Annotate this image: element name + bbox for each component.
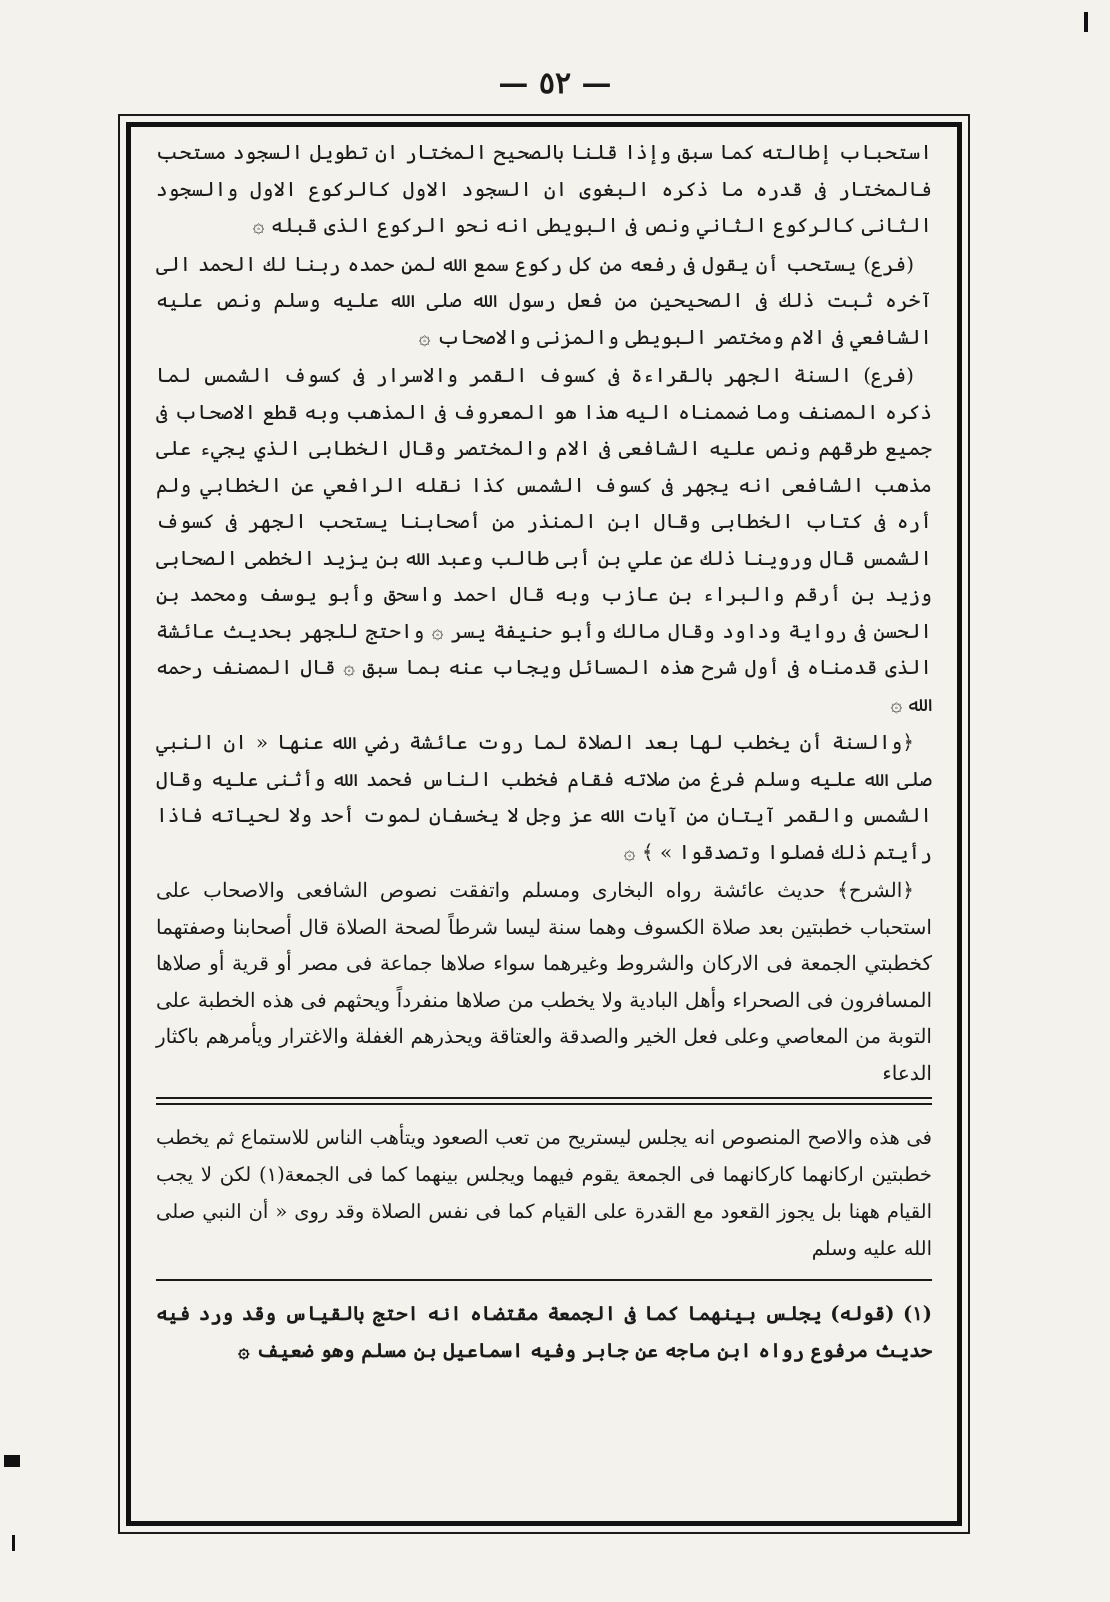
paragraph: (فرع) السنة الجهر بالقراءة فى كسوف القمر والاسرار فى كسوف الشمس لما ذكره المصنف وما ضممناه اليه هذا هو المعروف فى المذهب وبه قطع الاصحاب فى جميع طرقهم ونص عليه الشافعى فى الام والمختصر وقال الخطابى الذي يجيء على مذهب الشافعى انه يجهر فى كسوف الشمس كذا نقله الرافعي عن الخطابي ولم أره فى كتاب الخطابى وقال ابن المنذر من أصحابنا يستحب الجهر فى كسوف الشمس قال وروينا ذلك عن علي بن أبى طالب وعبد الله بن يزيد الخطمى الصحابى وزيد بن أرقم والبراء بن عازب وبه قال احمد واسحق وأبو يوسف ومحمد بن الحسن فى رواية وداود وقال مالك وأبو حنيفة يسر ۞ واحتج للجهر بحديث عائشة الذى قدمناه فى أول شرح هذه المسائل ويجاب عنه بما سبق ۞ قال المصنف رحمه الله ۞: [156, 363, 932, 716]
paragraph: استحباب إطالته كما سبق وإذا قلنا بالصحيح المختار ان تطويل السجود مستحب فالمختار فى قدره ما ذكره البغوى ان السجود الاول كالركوع الاول والسجود الثانى كالركوع الثاني ونص فى البويطى انه نحو الركوع الذى قبله ۞: [156, 140, 932, 237]
commentary-section: [156, 1119, 932, 1267]
paragraph: ﴿الشرح﴾ حديث عائشة رواه البخارى ومسلم واتفقت نصوص الشافعى والاصحاب على استحباب خطبتين بعد صلاة الكسوف وهما سنة ليسا شرطاً لصحة الصلاة قال أصحابنا وصفتهما كخطبتي الجمعة فى الاركان والشروط وغيرهما سواء صلاها جماعة فى مصر أو قرية أو صلاها المسافرون فى الصحراء وأهل البادية ولا يخطب من صلاها منفرداً ويحثهم فى هذه الخطبة على التوبة من المعاصي وعلى فعل الخير والصدقة والعتاقة ويحذرهم الغفلة والاغترار ويأمرهم باكثار الدعاء: [156, 878, 932, 1085]
scan-mark: [12, 1535, 15, 1551]
double-separator: [156, 1097, 932, 1105]
scan-mark: [4, 1455, 20, 1467]
main-text: [156, 134, 932, 1091]
page-content: [156, 134, 932, 1369]
scan-mark: [1084, 12, 1088, 32]
page-number: — ٥٢ —: [498, 66, 612, 101]
commentary-text: فى هذه والاصح المنصوص انه يجلس ليستريح من تعب الصعود ويتأهب الناس للاستماع ثم يخطب خطبتين اركانهما كاركانهما فى الجمعة يقوم فيهما ويجلس بينهما كما فى الجمعة(١) لكن لا يجب القيام ههنا بل يجوز القعود مع القدرة على القيام كما فى نفس الصلاة وقد روى « أن النبي صلى الله عليه وسلم: [156, 1126, 932, 1260]
paragraph: (فرع) يستحب أن يقول فى رفعه من كل ركوع سمع الله لمن حمده ربنا لك الحمد الى آخره ثبت ذلك فى الصحيحين من فعل رسول الله صلى الله عليه وسلم ونص عليه الشافعي فى الام ومختصر البويطى والمزنى والاصحاب ۞: [156, 251, 932, 349]
footnote-section: [156, 1295, 932, 1369]
footnote-text: (١) (قوله) يجلس بينهما كما فى الجمعة مقتضاه انه احتج بالقياس وقد ورد فيه حديث مرفوع رواه ابن ماجه عن جابر وفيه اسماعيل بن مسلم وهو ضعيف ۞: [156, 1302, 932, 1362]
paragraph: ﴿والسنة أن يخطب لها بعد الصلاة لما روت عائشة رضي الله عنها « ان النبي صلى الله عليه وسلم فرغ من صلاته فقام فخطب الناس فحمد الله وأثنى عليه وقال الشمس والقمر آيتان من آيات الله عز وجل لا يخسفان لموت أحد ولا لحياته فاذا رأيتم ذلك فصلوا وتصدقوا » ﴾ ۞: [156, 730, 932, 864]
footnote-separator: [156, 1279, 932, 1281]
